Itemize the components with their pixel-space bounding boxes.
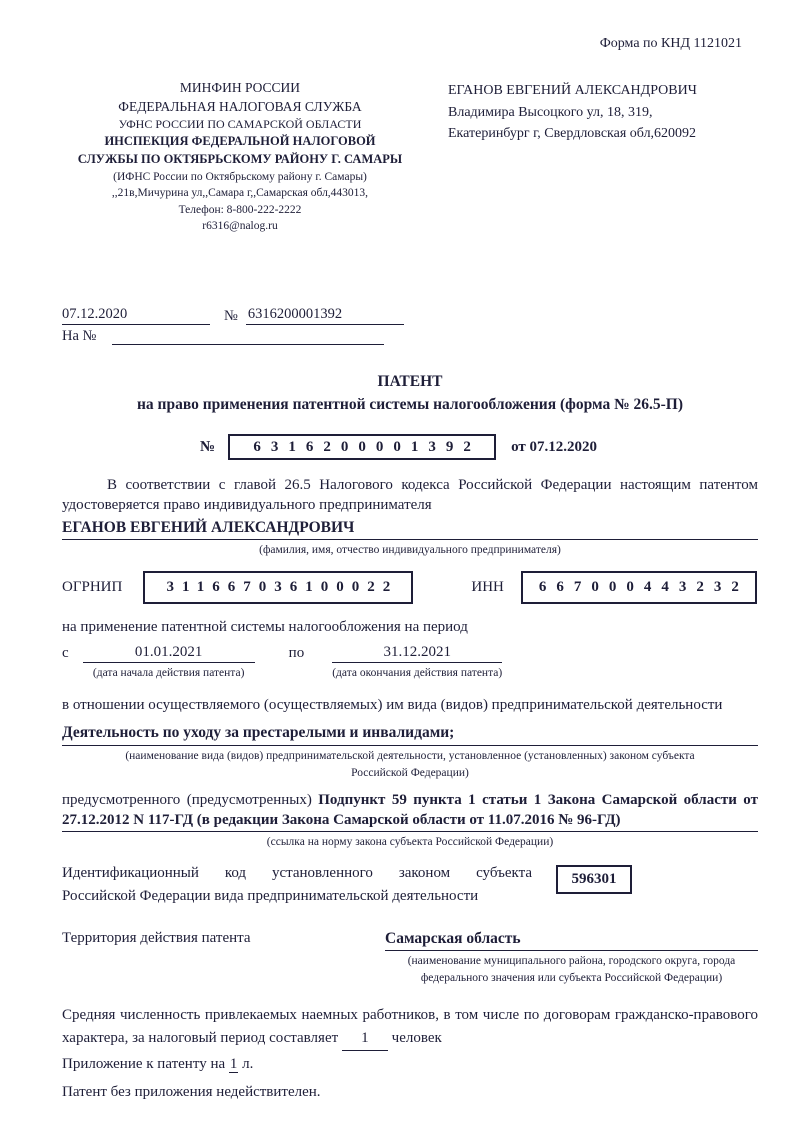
activity-intro: в отношении осуществляемого (осуществляемых) им вида (видов) предпринимательской деятельности — [62, 697, 723, 714]
activity-caption-line: Российской Федерации) — [351, 767, 469, 780]
title-main: ПАТЕНТ — [377, 373, 443, 391]
patent-number-digits: 6316200001392 — [253, 438, 481, 455]
period-to-caption: (дата окончания действия патента) — [332, 666, 503, 679]
ogrnip-box — [143, 571, 413, 604]
inn-digits: 667000443232 — [538, 579, 749, 596]
reference-number-field: 6316200001392 — [246, 306, 404, 325]
activity-caption — [62, 748, 758, 781]
issuer-email-line: r6316@nalog.ru — [202, 219, 278, 232]
issuer-line: МИНФИН РОССИИ — [179, 80, 301, 95]
reference-no-label: № — [224, 308, 238, 325]
period-from-date: 01.01.2021 — [83, 644, 255, 663]
employees-count-field: 1 — [342, 1027, 388, 1051]
patent-number-row — [62, 434, 758, 460]
period-intro: на применение патентной системы налогообложения на период — [62, 619, 468, 636]
identification-code-text — [62, 862, 532, 909]
period-from-caption: (дата начала действия патента) — [92, 666, 245, 679]
inn-label: ИНН — [471, 579, 504, 596]
issuer-address-line: ,,21в,Мичурина ул,,Самара г,,Самарская обл,443013, — [111, 187, 369, 200]
title-subtitle: на право применения патентной системы налогообложения (форма № 26.5-П) — [136, 395, 684, 413]
issuer-line: УФНС РОССИИ ПО САМАРСКОЙ ОБЛАСТИ — [118, 117, 362, 132]
patent-number-box — [228, 434, 496, 460]
issuer-line: ФЕДЕРАЛЬНАЯ НАЛОГОВАЯ СЛУЖБА — [118, 99, 362, 115]
law-caption: (ссылка на норму закона субъекта Российской Федерации) — [266, 836, 554, 849]
document-title — [62, 371, 758, 416]
period-to-label: по — [288, 644, 305, 661]
law-reference-paragraph — [62, 790, 758, 833]
reference-blank-field — [112, 328, 384, 345]
issuer-line: СЛУЖБЫ ПО ОКТЯБРЬСКОМУ РАЙОНУ Г. САМАРЫ — [77, 152, 403, 167]
attachment-pages-field: 1 — [229, 1056, 238, 1073]
na-no-label: На № — [62, 328, 97, 345]
identification-code-line: Идентификационный код установленного законом субъекта — [62, 864, 532, 881]
ogrnip-inn-row — [62, 571, 758, 604]
reference-row — [62, 306, 758, 325]
territory-caption-line: федерального значения или субъекта Российской Федерации) — [420, 972, 723, 985]
identification-code-row — [62, 862, 758, 909]
reference-block — [62, 306, 758, 345]
issuer-line: ИНСПЕКЦИЯ ФЕДЕРАЛЬНОЙ НАЛОГОВОЙ — [104, 134, 376, 149]
recipient-address-line: Екатеринбург г, Свердловская обл,620092 — [448, 126, 697, 142]
employees-paragraph — [62, 1004, 758, 1052]
entrepreneur-name-caption: (фамилия, имя, отчество индивидуального предпринимателя) — [259, 543, 561, 556]
attachment-text-after: л. — [242, 1056, 254, 1073]
attachment-text-before: Приложение к патенту на — [62, 1056, 226, 1073]
document-header — [62, 78, 758, 234]
recipient-name: ЕГАНОВ ЕВГЕНИЙ АЛЕКСАНДРОВИЧ — [448, 83, 697, 98]
period-row — [62, 644, 758, 682]
patent-number-label: № — [200, 438, 216, 455]
issuer-block — [72, 78, 408, 234]
period-from-label: с — [62, 644, 69, 661]
period-from-field — [83, 644, 255, 682]
patent-issue-date: от 07.12.2020 — [511, 438, 597, 455]
employees-text-before: Средняя численность привлекаемых наемных работников, в том числе по договорам гражданско-правового характера, за налоговый период составляет — [62, 1006, 758, 1047]
period-to-date: 31.12.2021 — [332, 644, 502, 663]
territory-caption — [385, 953, 758, 986]
recipient-address-line: Владимира Высоцкого ул, 18, 319, — [448, 104, 653, 120]
activity-caption-line: (наименование вида (видов) предпринимательской деятельности, установленное (установленных) законом субъекта — [125, 750, 695, 763]
period-to-field — [332, 644, 502, 682]
identification-code-line: Российской Федерации вида предпринимательской деятельности — [62, 888, 479, 905]
activity-name-field: Деятельность по уходу за престарелыми и инвалидами; — [62, 724, 758, 746]
employees-text-after: человек — [391, 1030, 442, 1047]
recipient-block — [448, 78, 697, 234]
intro-paragraph: В соответствии с главой 26.5 Налогового кодекса Российской Федерации настоящим патентом удостоверяется право индивидуального предпринимателя — [62, 477, 758, 514]
form-code-label: Форма по КНД 1121021 — [599, 36, 742, 51]
territory-value: Самарская область — [385, 930, 758, 951]
identification-code-box: 596301 — [556, 865, 632, 894]
reference-reply-row — [62, 328, 758, 345]
law-prefix: предусмотренного (предусмотренных) — [62, 791, 312, 808]
territory-field — [385, 930, 758, 986]
issuer-phone-line: Телефон: 8-800-222-2222 — [178, 203, 302, 216]
law-reference-text: Подпункт 59 пункта 1 статьи 1 Закона Самарской области от 27.12.2012 N 117-ГД (в редакции Закона Самарской области от 11.07.2016 № 96-ГД) — [62, 791, 758, 829]
entrepreneur-name-field: ЕГАНОВ ЕВГЕНИЙ АЛЕКСАНДРОВИЧ — [62, 519, 758, 540]
attachment-line — [62, 1056, 758, 1073]
issuer-line: (ИФНС России по Октябрьскому району г. Самары) — [113, 170, 367, 183]
ogrnip-digits: 311667036100022 — [166, 579, 399, 596]
reference-date-field: 07.12.2020 — [62, 306, 210, 325]
territory-row — [62, 930, 758, 986]
inn-box — [521, 571, 757, 604]
territory-label: Территория действия патента — [62, 930, 251, 947]
territory-caption-line: (наименование муниципального района, городского округа, города — [407, 955, 736, 968]
footer-note: Патент без приложения недействителен. — [62, 1084, 321, 1101]
ogrnip-label: ОГРНИП — [62, 579, 123, 596]
